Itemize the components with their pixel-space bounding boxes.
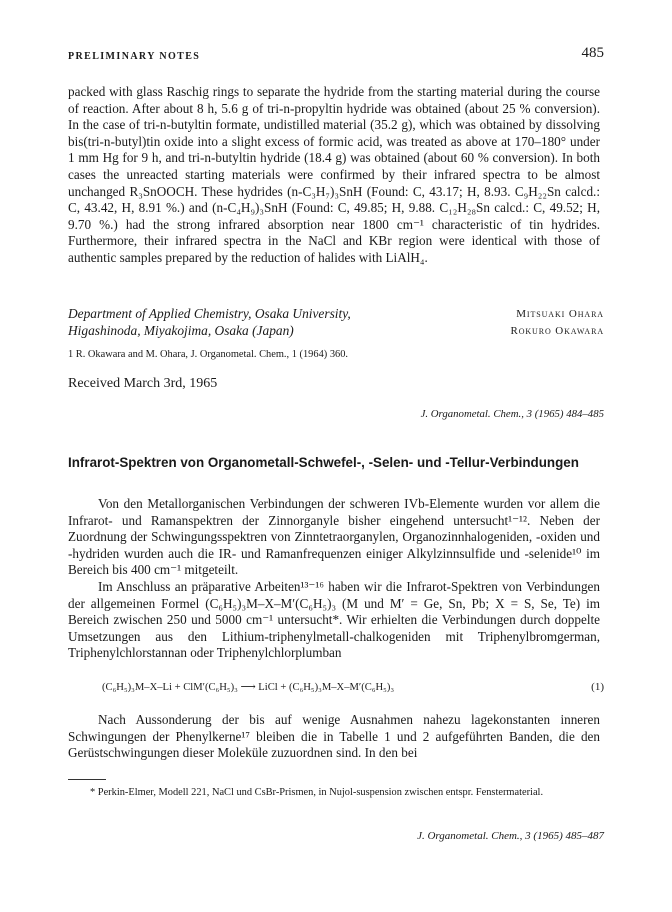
footnote-divider: [68, 779, 106, 780]
note2-paragraph-3: Nach Aussonderung der bis auf wenige Ausnahmen nahezu lagekonstanten inneren Schwingungen der Phenylkerne¹⁷ bleiben die in Tabelle 1 und 2 aufgeführten Banden, die den Gerüstschwingungen dieser Moleküle zuzuordnen sind. In den bei: [68, 712, 600, 761]
note2-paragraph-1: Von den Metallorganischen Verbindungen der schweren IVb-Elemente wurden vor allem die Infrarot- und Ramanspektren der Zinnorganyle bisher eingehend untersucht¹⁻¹². Neben der Zuordnung der Schwingungsspektren von Zinntetraorganylen, Organozinnhalogeniden, -oxiden und -hydriden wurden auch die IR- und Ramanfrequenzen einiger Alkylzinnsulfide und -selenide¹⁰ im Bereich bis 400 cm⁻¹ mitgeteilt.: [68, 496, 600, 578]
journal-citation: J. Organometal. Chem., 3 (1965) 484–485: [420, 408, 604, 420]
reaction-equation: (C₆H₅)₃M–X–Li + ClM′(C₆H₅)₃ ⟶ LiCl + (C₆H₅)₃M–X–M′(C₆H₅)₃: [102, 682, 395, 693]
equation-number: (1): [591, 681, 604, 693]
received-date: Received March 3rd, 1965: [68, 376, 218, 391]
author-name: Rokuro Okawara: [510, 324, 604, 337]
authors: [510, 306, 604, 340]
note1-paragraph: packed with glass Raschig rings to separate the hydride from the starting material during the course of reaction. After about 8 h, 5.6 g of tri-n-propyltin hydride was obtained (about 25 % conversion). In the case of tri-n-butyltin formate, undistilled material (35.2 g), which was obtained by dissolving bis(tri-n-butyl)tin oxide into a slight excess of formic acid, was treated as above at 170–180° under 1 mm Hg for 9 h, and tri-n-butyltin hydride (18.4 g) was obtained (about 60 % conversion). In both cases the unreacted starting materials were confirmed by their infrared spectra to be almost unchanged R₃SnOOCH. These hydrides (n-C₃H₇)₃SnH (Found: C, 43.17; H, 8.93. C₉H₂₂Sn calcd.: C, 43.42, H, 8.91 %.) and (n-C₄H₉)₃SnH (Found: C, 49.85; H, 9.88. C₁₂H₂₈Sn calcd.: C, 49.52; H, 9.70 %.) had the strong infrared absorption near 1800 cm⁻¹ characteristic of tin hydrides. Furthermore, their infrared spectra in the NaCl and KBr region were identical with those of authentic samples prepared by the reduction of halides with LiAlH₄.: [68, 84, 600, 265]
note2-paragraph-2: Im Anschluss an präparative Arbeiten¹³⁻¹⁶ haben wir die Infrarot-Spektren von Verbindungen der allgemeinen Formel (C₆H₅)₃M–X–M′(C₆H₅)₃ (M und M′ = Ge, Sn, Pb; X = S, Se, Te) im Bereich zwischen 250 und 5000 cm⁻¹ untersucht*. Wir erhielten die Verbindungen durch doppelte Umsetzungen aus den Lithium-triphenylmetall-chalkogeniden mit Triphenylbromgerman, Triphenylchlorstannan oder Triphenylchlorplumban: [68, 579, 600, 661]
article-title: Infrarot-Spektren von Organometall-Schwefel-, -Selen- und -Tellur-Verbindungen: [68, 455, 579, 470]
running-header: PRELIMINARY NOTES: [68, 51, 201, 62]
author-name: Mitsuaki Ohara: [516, 308, 604, 320]
reference-1: 1 R. Okawara and M. Ohara, J. Organometal. Chem., 1 (1964) 360.: [68, 349, 349, 360]
journal-citation-2: J. Organometal. Chem., 3 (1965) 485–487: [417, 830, 604, 842]
affiliation: [68, 306, 351, 340]
affiliation-line: Department of Applied Chemistry, Osaka University,: [68, 306, 351, 321]
footnote: * Perkin-Elmer, Modell 221, NaCl und CsBr-Prismen, in Nujol-suspension zwischen entspr. Fenstermaterial.: [90, 787, 544, 798]
affiliation-line: Higashinoda, Miyakojima, Osaka (Japan): [68, 322, 294, 338]
page-number: 485: [581, 45, 604, 61]
